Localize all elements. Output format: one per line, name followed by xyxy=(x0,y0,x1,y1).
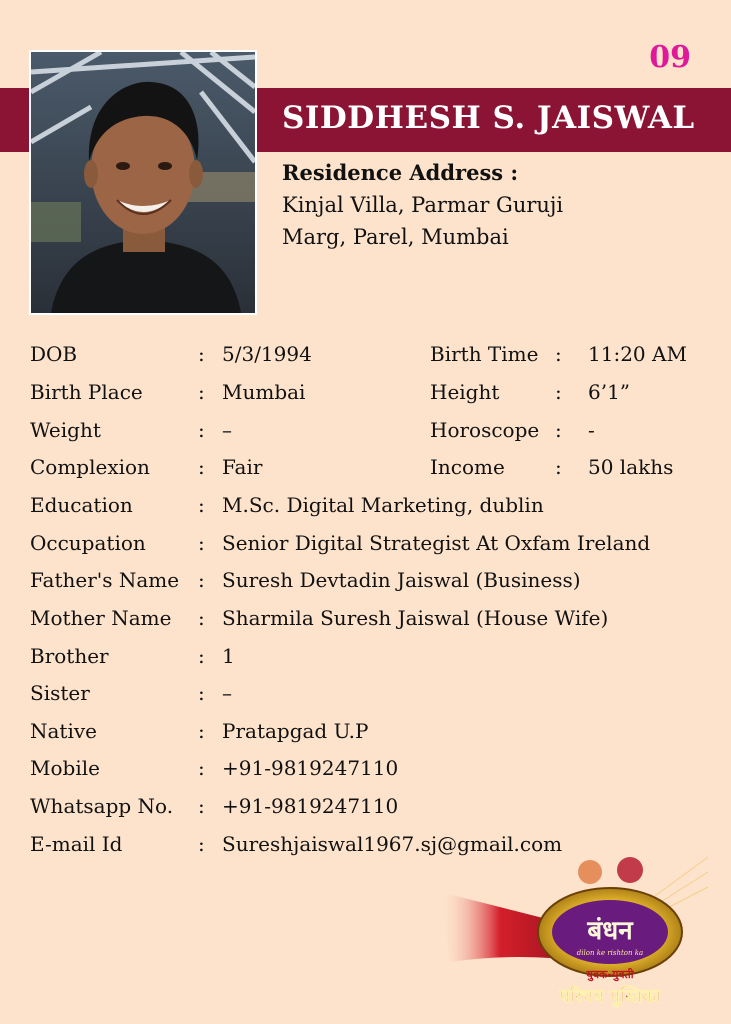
residence-address-label: Residence Address : xyxy=(282,160,519,185)
height-label: Height xyxy=(430,380,500,404)
native-label: Native xyxy=(30,719,97,743)
occupation-colon: : xyxy=(198,531,205,555)
sister-label: Sister xyxy=(30,681,90,705)
dob-label: DOB xyxy=(30,342,78,366)
page-number: 09 xyxy=(649,40,691,75)
father-name-colon: : xyxy=(198,568,205,592)
email-value: Sureshjaiswal1967.sj@gmail.com xyxy=(222,832,563,856)
mother-name-colon: : xyxy=(198,606,205,630)
education-colon: : xyxy=(198,493,205,517)
birth-place-colon: : xyxy=(198,380,205,404)
brother-value: 1 xyxy=(222,644,235,668)
occupation-label: Occupation xyxy=(30,531,146,555)
mobile-colon: : xyxy=(198,756,205,780)
candidate-name: SIDDHESH S. JAISWAL xyxy=(282,100,695,136)
education-label: Education xyxy=(30,493,133,517)
logo-tagline: dilon ke rishton ka xyxy=(576,949,644,957)
father-name-value: Suresh Devtadin Jaiswal (Business) xyxy=(222,568,581,592)
occupation-value: Senior Digital Strategist At Oxfam Ireland xyxy=(222,531,651,555)
native-value: Pratapgad U.P xyxy=(222,719,369,743)
whatsapp-label: Whatsapp No. xyxy=(30,794,174,818)
mobile-value: +91-9819247110 xyxy=(222,756,399,780)
logo-sub-text: युवक-युवती xyxy=(586,968,634,981)
education-value: M.Sc. Digital Marketing, dublin xyxy=(222,493,544,517)
dob-colon: : xyxy=(198,342,205,366)
weight-label: Weight xyxy=(30,418,101,442)
income-value: 50 lakhs xyxy=(588,455,674,479)
birth-time-colon: : xyxy=(555,342,562,366)
dob-value: 5/3/1994 xyxy=(222,342,312,366)
birth-time-label: Birth Time xyxy=(430,342,539,366)
height-colon: : xyxy=(555,380,562,404)
birth-place-label: Birth Place xyxy=(30,380,143,404)
father-name-label: Father's Name xyxy=(30,568,180,592)
birth-place-value: Mumbai xyxy=(222,380,306,404)
horoscope-colon: : xyxy=(555,418,562,442)
weight-colon: : xyxy=(198,418,205,442)
logo-main-text: बंधन xyxy=(587,916,633,946)
complexion-colon: : xyxy=(198,455,205,479)
couple-icon xyxy=(578,860,602,884)
brother-label: Brother xyxy=(30,644,109,668)
email-label: E-mail Id xyxy=(30,832,123,856)
profile-photo xyxy=(29,50,257,315)
mother-name-label: Mother Name xyxy=(30,606,172,630)
email-colon: : xyxy=(198,832,205,856)
complexion-value: Fair xyxy=(222,455,263,479)
complexion-label: Complexion xyxy=(30,455,150,479)
horoscope-value: - xyxy=(588,418,595,442)
native-colon: : xyxy=(198,719,205,743)
mother-name-value: Sharmila Suresh Jaiswal (House Wife) xyxy=(222,606,609,630)
mobile-label: Mobile xyxy=(30,756,100,780)
birth-time-value: 11:20 AM xyxy=(588,342,687,366)
horoscope-label: Horoscope xyxy=(430,418,540,442)
address-line-2: Marg, Parel, Mumbai xyxy=(282,225,509,249)
bandhan-logo xyxy=(440,852,710,1012)
whatsapp-value: +91-9819247110 xyxy=(222,794,399,818)
income-colon: : xyxy=(555,455,562,479)
height-value: 6’1” xyxy=(588,380,631,404)
brother-colon: : xyxy=(198,644,205,668)
sister-value: – xyxy=(222,681,232,705)
weight-value: – xyxy=(222,418,232,442)
logo-bottom-text: परिचय पुस्तिका xyxy=(559,986,661,1007)
whatsapp-colon: : xyxy=(198,794,205,818)
income-label: Income xyxy=(430,455,505,479)
address-line-1: Kinjal Villa, Parmar Guruji xyxy=(282,193,564,217)
sister-colon: : xyxy=(198,681,205,705)
